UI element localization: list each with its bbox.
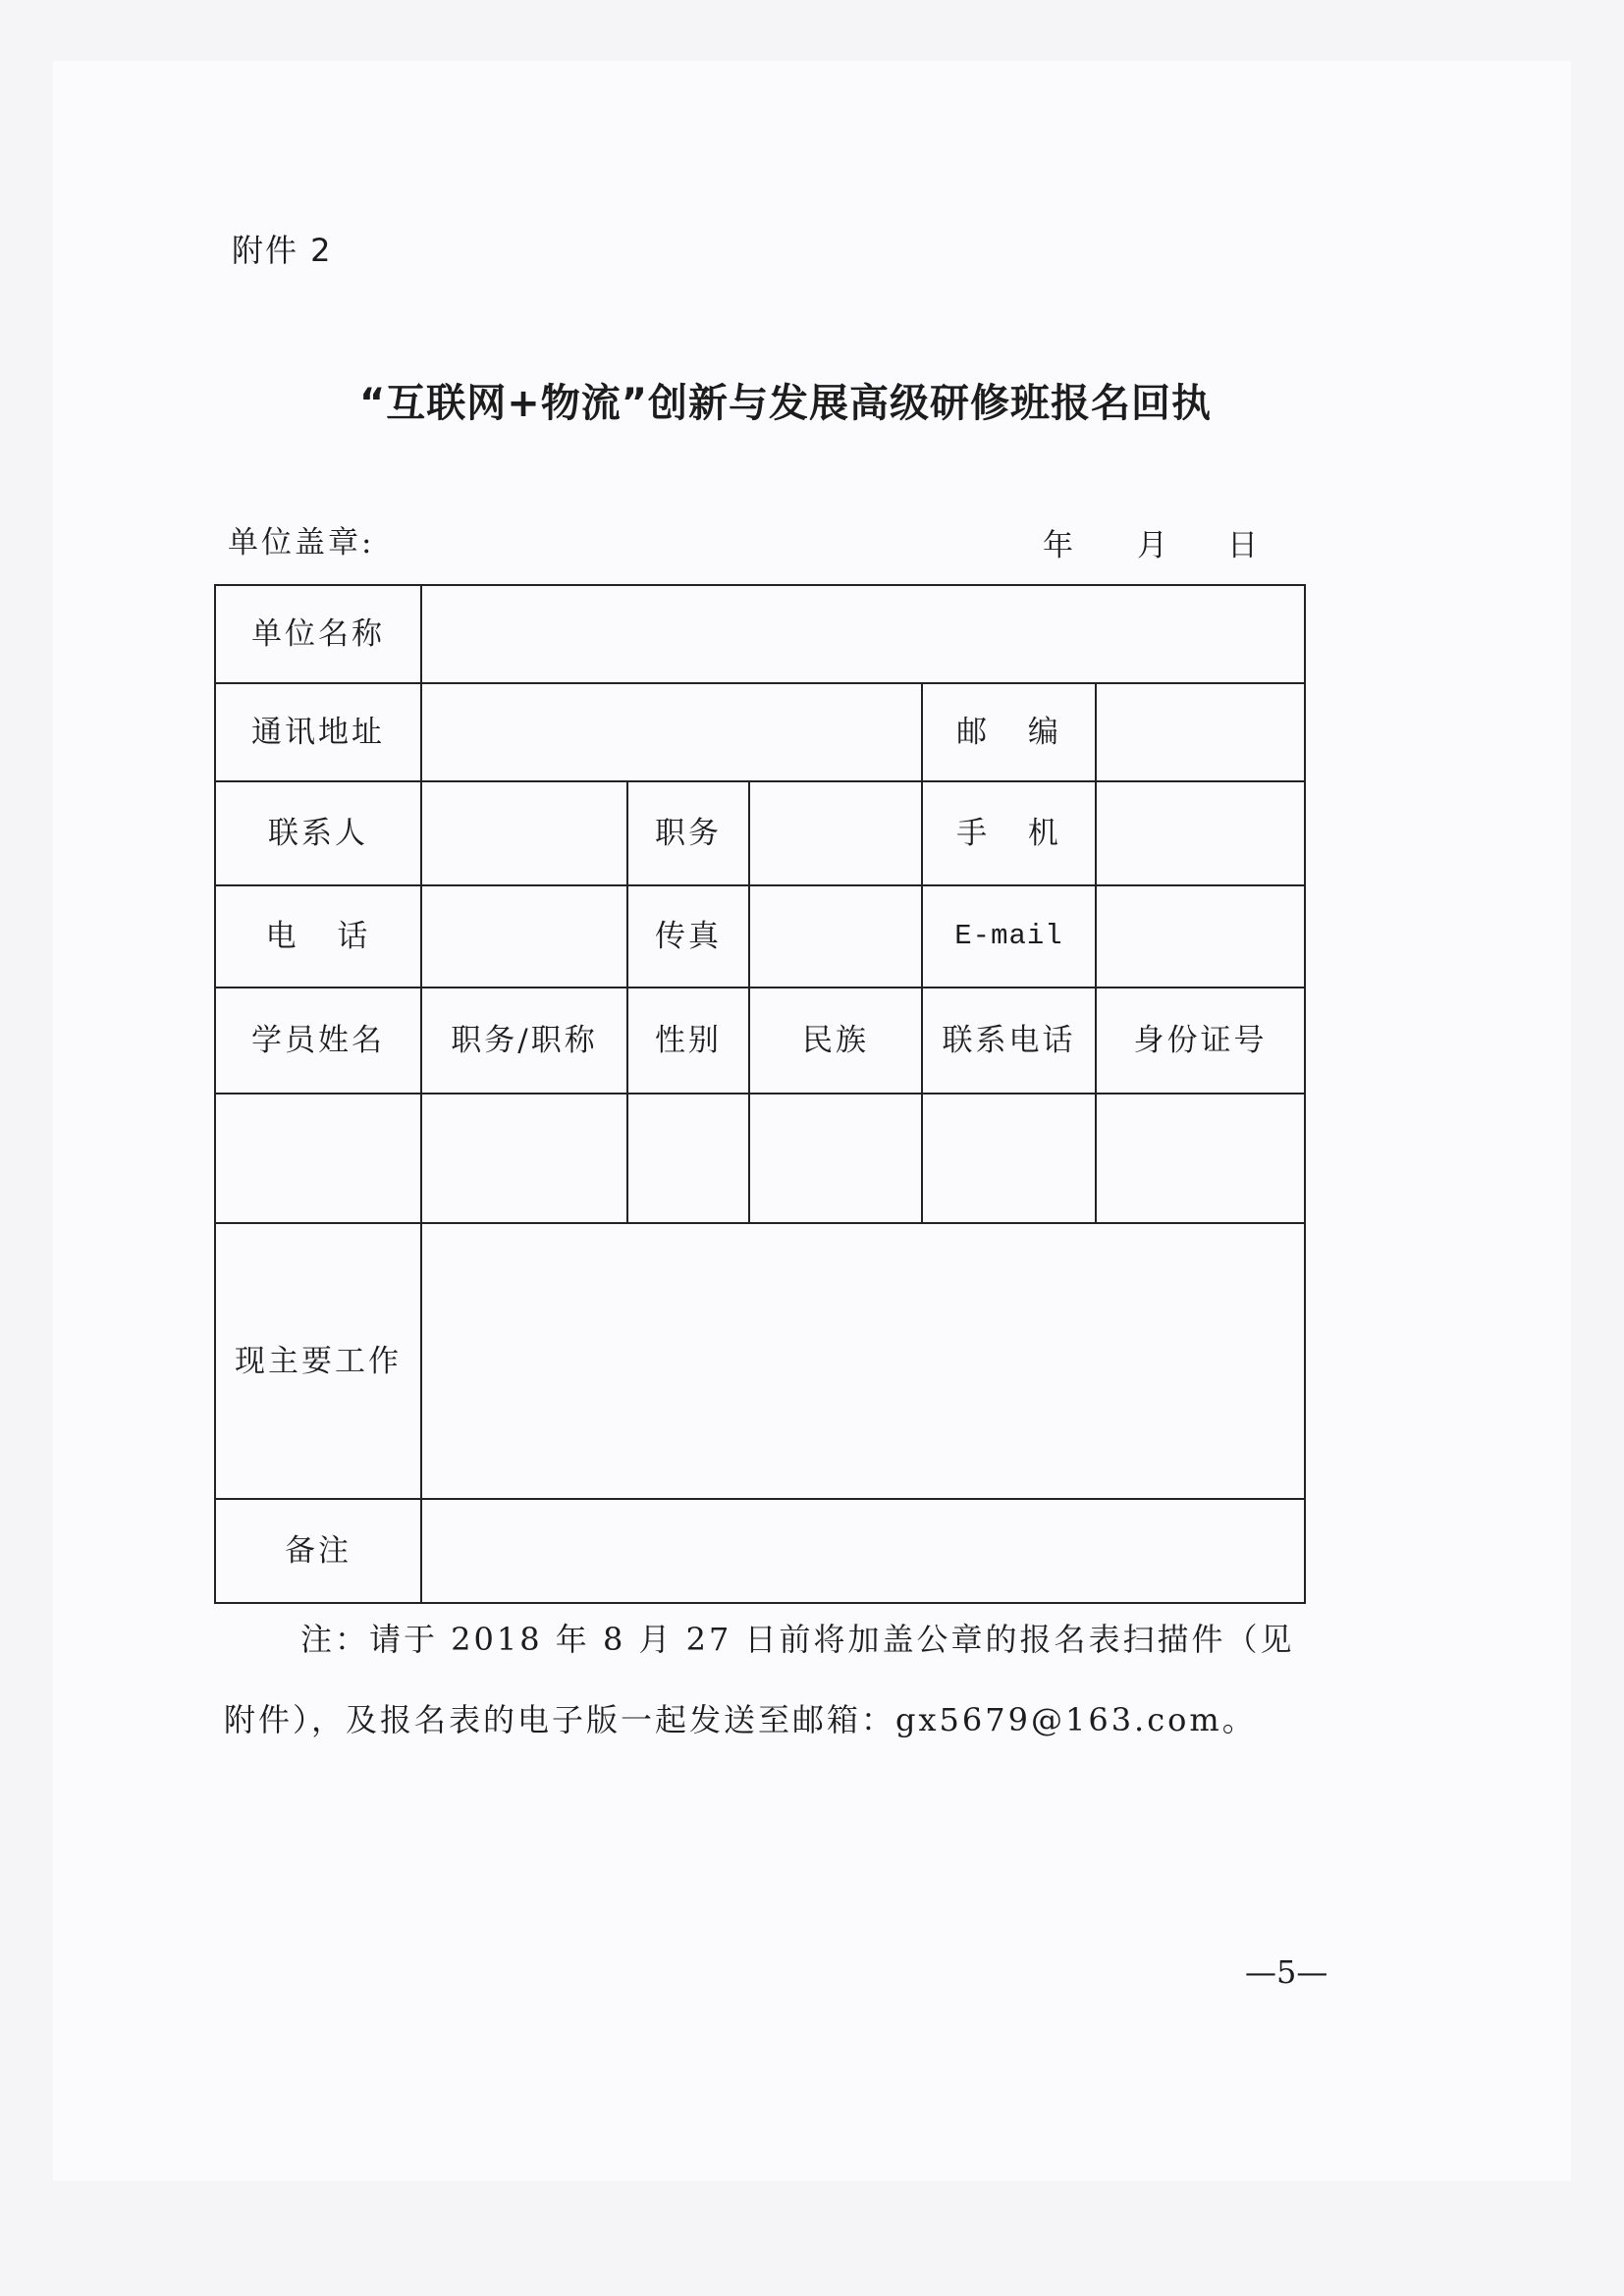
registration-form-table — [214, 584, 1306, 1604]
trainee-ethnicity-value — [749, 1094, 922, 1223]
trainee-title-value — [421, 1094, 627, 1223]
email-value — [1096, 885, 1305, 988]
trainee-id-header: 身份证号 — [1096, 988, 1305, 1094]
form-row-contact — [215, 781, 1305, 885]
fax-value — [749, 885, 922, 988]
postcode-label: 邮 编 — [922, 683, 1096, 781]
note-text-line-2: 附件），及报名表的电子版一起发送至邮箱：gx5679@163.com。 — [224, 1701, 1257, 1738]
date-day-label: 日 — [1227, 528, 1258, 563]
mobile-label: 手 机 — [922, 781, 1096, 885]
current-work-value — [421, 1223, 1305, 1499]
page-number: —5— — [1245, 1953, 1328, 1991]
postcode-value — [1096, 683, 1305, 781]
remarks-value — [421, 1499, 1305, 1603]
form-row-remarks — [215, 1499, 1305, 1603]
trainee-ethnicity-header: 民族 — [749, 988, 922, 1094]
mobile-value — [1096, 781, 1305, 885]
form-row-phone — [215, 885, 1305, 988]
date-year-label: 年 — [1043, 528, 1073, 563]
address-value — [421, 683, 922, 781]
trainee-gender-header: 性别 — [627, 988, 749, 1094]
phone-label: 电 话 — [215, 885, 421, 988]
contact-value — [421, 781, 627, 885]
date-month-label: 月 — [1137, 528, 1167, 563]
trainee-gender-value — [627, 1094, 749, 1223]
form-row-address — [215, 683, 1305, 781]
trainee-title-header: 职务/职称 — [421, 988, 627, 1094]
form-row-current-work — [215, 1223, 1305, 1499]
trainee-phone-value — [922, 1094, 1096, 1223]
trainee-phone-header: 联系电话 — [922, 988, 1096, 1094]
phone-value — [421, 885, 627, 988]
trainee-data-row — [215, 1094, 1305, 1223]
trainee-header-row — [215, 988, 1305, 1094]
attachment-label: 附件 2 — [232, 232, 333, 269]
position-label: 职务 — [627, 781, 749, 885]
form-row-unit-name — [215, 585, 1305, 683]
trainee-id-value — [1096, 1094, 1305, 1223]
page-title: “互联网+物流”创新与发展高级研修班报名回执 — [358, 381, 1213, 426]
email-label: E-mail — [922, 885, 1096, 988]
trainee-name-header: 学员姓名 — [215, 988, 421, 1094]
unit-name-value — [421, 585, 1305, 683]
position-value — [749, 781, 922, 885]
address-label: 通讯地址 — [215, 683, 421, 781]
trainee-name-value — [215, 1094, 421, 1223]
unit-stamp-label: 单位盖章: — [228, 525, 375, 561]
remarks-label: 备注 — [215, 1499, 421, 1603]
contact-label: 联系人 — [215, 781, 421, 885]
note-text-line-1: 注：请于 2018 年 8 月 27 日前将加盖公章的报名表扫描件（见 — [300, 1621, 1295, 1658]
fax-label: 传真 — [627, 885, 749, 988]
unit-name-label: 单位名称 — [215, 585, 421, 683]
current-work-label: 现主要工作 — [215, 1223, 421, 1499]
